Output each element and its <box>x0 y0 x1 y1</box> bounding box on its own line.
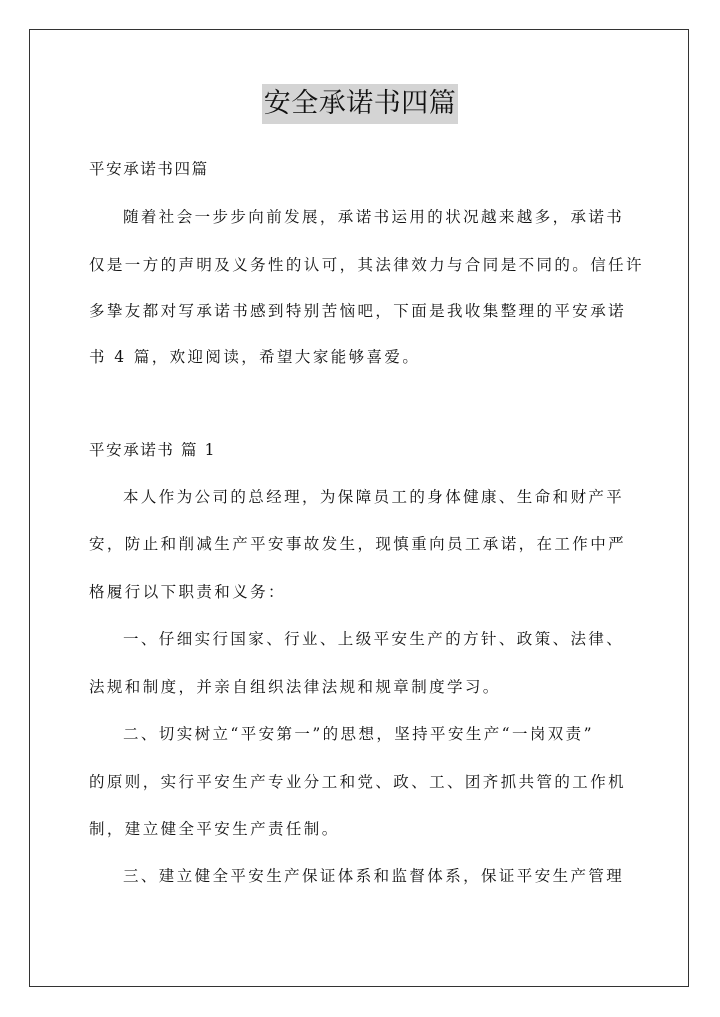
intro-paragraph-line: 随着社会一步步向前发展，承诺书运用的状况越来越多，承诺书 <box>123 208 625 226</box>
body-paragraph-line: 二、切实树立“平安第一”的思想，坚持平安生产“一岗双责” <box>123 725 594 743</box>
intro-paragraph-line: 书 4 篇，欢迎阅读，希望大家能够喜爱。 <box>89 348 421 366</box>
body-paragraph-line: 的原则，实行平安生产专业分工和党、政、工、团齐抓共管的工作机 <box>89 773 627 791</box>
body-paragraph-line: 格履行以下职责和义务： <box>89 583 286 601</box>
body-paragraph-line: 法规和制度，并亲自组织法律法规和规章制度学习。 <box>89 678 501 696</box>
body-paragraph-line: 安，防止和削减生产平安事故发生，现慎重向员工承诺，在工作中严 <box>89 535 627 553</box>
body-paragraph-line: 制，建立健全平安生产责任制。 <box>89 820 340 838</box>
section-heading: 平安承诺书 篇 1 <box>89 441 217 459</box>
title-container <box>0 84 720 124</box>
body-paragraph-line: 本人作为公司的总经理，为保障员工的身体健康、生命和财产平 <box>123 488 625 506</box>
intro-paragraph-line: 仅是一方的声明及义务性的认可，其法律效力与合同是不同的。信任许 <box>89 256 644 274</box>
document-title: 安全承诺书四篇 <box>262 84 459 124</box>
intro-heading: 平安承诺书四篇 <box>89 160 209 178</box>
body-paragraph-line: 一、仔细实行国家、行业、上级平安生产的方针、政策、法律、 <box>123 630 625 648</box>
intro-paragraph-line: 多挚友都对写承诺书感到特别苦恼吧，下面是我收集整理的平安承诺 <box>89 302 627 320</box>
body-paragraph-line: 三、建立健全平安生产保证体系和监督体系，保证平安生产管理 <box>123 867 625 885</box>
